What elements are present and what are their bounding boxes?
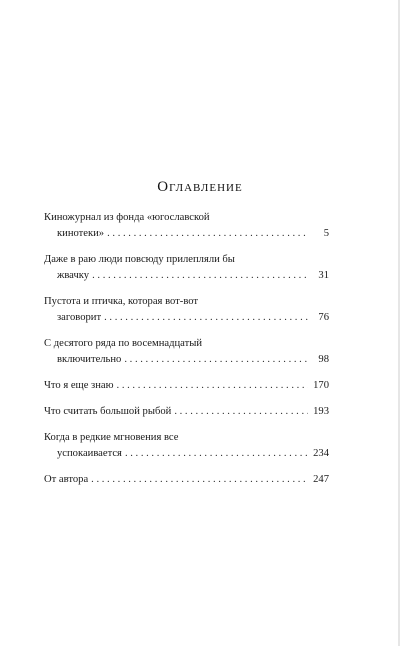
toc-entry-title-line: Киножурнал из фонда «югославской [44,212,210,223]
toc-entry[interactable] [44,472,329,488]
dot-leader [91,472,308,488]
toc-page-number: 98 [318,354,329,365]
toc-entry[interactable] [44,404,329,420]
toc-entry[interactable] [44,430,329,462]
toc-entry-title-line: Пустота и птичка, которая вот-вот [44,296,199,307]
toc-entry[interactable] [44,210,329,242]
toc-page-number: 234 [313,448,329,459]
dot-leader [92,268,308,284]
table-of-contents [44,210,329,498]
toc-entry-title-line: успокаивается [57,448,122,459]
dot-leader [107,226,308,242]
toc-page-number: 193 [313,406,329,417]
toc-page-number: 31 [318,270,329,281]
dot-leader [117,378,308,394]
toc-entry-title-line: Когда в редкие мгновения все [44,432,179,443]
toc-page-number: 76 [318,312,329,323]
dot-leader [124,352,308,368]
toc-entry[interactable] [44,252,329,284]
toc-page-number: 247 [313,474,329,485]
dot-leader [125,446,308,462]
dot-leader [104,310,308,326]
toc-entry-title-line: жвачку [57,270,90,281]
toc-entry[interactable] [44,378,329,394]
toc-title: Оглавление [157,179,243,195]
toc-entry[interactable] [44,336,329,368]
toc-page-number: 5 [323,228,329,239]
toc-entry-title-line: заговорит [57,312,102,323]
toc-entry-title-line: Что считать большой рыбой [44,406,172,417]
toc-entry-title-line: Даже в раю люди повсюду прилепляли бы [44,254,235,265]
toc-entry-title-line: включительно [57,354,122,365]
toc-entry-title-line: От автора [44,474,89,485]
toc-entry-title-line: кинотеки» [57,228,105,239]
toc-entry[interactable] [44,294,329,326]
toc-entry-title-line: С десятого ряда по восемнадцатый [44,338,202,349]
toc-entry-title-line: Что я еще знаю [44,380,114,391]
toc-page-number: 170 [313,380,329,391]
dot-leader [174,404,308,420]
